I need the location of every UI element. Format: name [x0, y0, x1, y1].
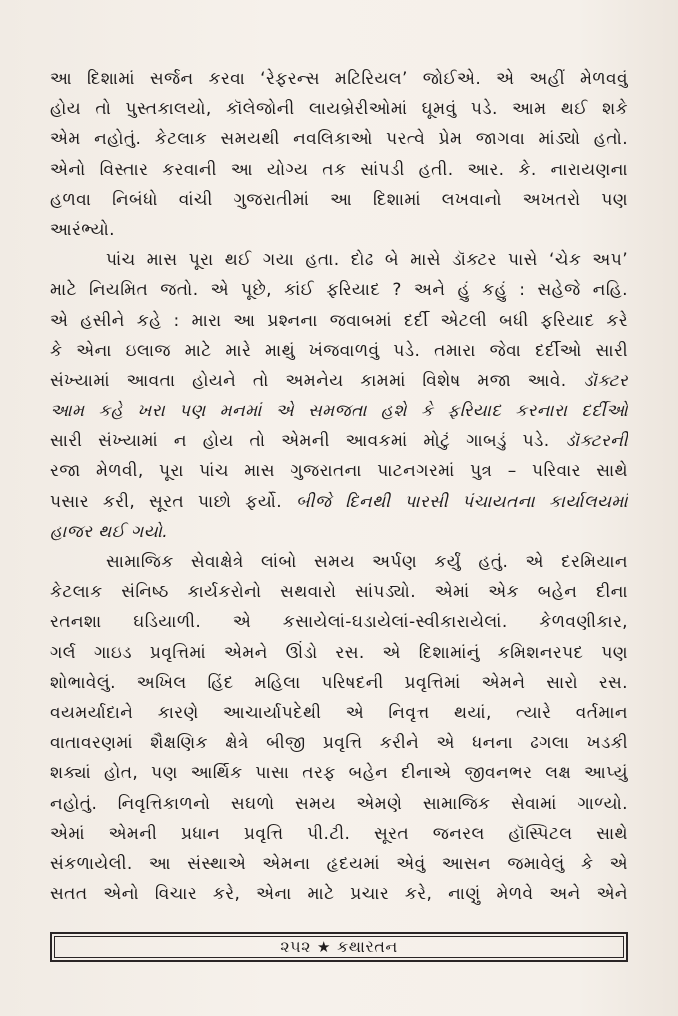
- text-line: હળવા નિબંધો વાંચી ગુજરાતીમાં આ દિશામાં લખવાનો અખતરો પણ: [50, 189, 628, 210]
- text-line: કે એના ઇલાજ માટે મારે માથું ખંજવાળવું પડે. તમારા જેવા દર્દીઓ સારી: [50, 340, 628, 361]
- text-line: એમ નહોતું. કેટલાક સમયથી નવલિકાઓ પરત્વે પ્રેમ જાગવા માંડ્યો હતો.: [50, 129, 628, 150]
- text-line: [50, 426, 628, 456]
- text-line: ગર્લ ગાઇડ પ્રવૃત્તિમાં એમને ઊંડો રસ. એ દિશામાંનું કમિશનરપદ પણ: [50, 642, 628, 663]
- text-line: વયમર્યાદાને કારણે આચાર્યાપદેથી એ નિવૃત્ત થયાં, ત્યારે વર્તમાન: [50, 702, 628, 723]
- text-segment-italic: બીજે દિનથી પારસી પંચાયતના કાર્યાલયમાં: [295, 491, 628, 512]
- book-title: કથારતન: [336, 937, 398, 956]
- text-segment: સંખ્યામાં આવતા હોયને તો અમનેય કામમાં વિશેષ મજા આવે.: [50, 370, 584, 391]
- text-line: સંકળાયેલી. આ સંસ્થાએ એમના હૃદયમાં એવું આસન જમાવેલું કે એ: [50, 853, 628, 874]
- text-segment-italic: ડૉક્ટરની: [565, 431, 628, 452]
- text-line: હાજર થઈ ગયો.: [50, 521, 169, 542]
- text-line: રતનશા ઘડિયાળી. એ કસાયેલાં-ઘડાયેલાં-સ્વીકારાયેલાં. કેળવણીકાર,: [50, 612, 628, 633]
- text-line: આરંભ્યો.: [50, 219, 115, 240]
- text-line: એનો વિસ્તાર કરવાની આ યોગ્ય તક સાંપડી હતી. આર. કે. નારાયણના: [50, 159, 628, 180]
- text-line: સામાજિક સેવાક્ષેત્રે લાંબો સમય અર્પણ કર્યું હતું. એ દરમિયાન: [106, 552, 628, 572]
- text-line: આમ કહે ખરા પણ મનમાં એ સમજતા હશે કે ફરિયાદ કરનારા દર્દીઓ: [50, 401, 628, 422]
- text-line: પાંચ માસ પૂરા થઈ ગયા હતા. દોઢ બે માસે ડૉક્ટર પાસે ‘ચેક અપ’: [106, 250, 628, 271]
- body-text: [50, 64, 628, 909]
- text-line: વાતાવરણમાં શૈક્ષણિક ક્ષેત્રે બીજી પ્રવૃત્તિ કરીને એ ધનના ઢગલા ખડકી: [50, 733, 628, 754]
- page-number: ૨૫૨: [280, 937, 312, 956]
- text-line: કેટલાક સંનિષ્ઠ કાર્યકરોનો સથવારો સાંપડ્યો. એમાં એક બહેન દીના: [50, 582, 628, 603]
- text-line: [50, 487, 628, 517]
- text-line: સતત એનો વિચાર કરે, એના માટે પ્રચાર કરે, નાણું મેળવે અને એને: [50, 884, 628, 905]
- text-segment: પસાર કરી, સૂરત પાછો ફર્યો.: [50, 491, 296, 512]
- text-line: રજા મેળવી, પૂરા પાંચ માસ ગુજરાતના પાટનગરમાં પુત્ર – પરિવાર સાથે: [50, 461, 628, 482]
- text-line: હોય તો પુસ્તકાલયો, કૉલેજોની લાયબ્રેરીઓમાં ઘૂમવું પડે. આમ થઈ શકે: [50, 99, 628, 120]
- page-footer: [50, 932, 628, 962]
- star-icon: ★: [317, 938, 331, 956]
- text-segment: સારી સંખ્યામાં ન હોય તો એમની આવકમાં મોટું ગાબડું પડે.: [50, 431, 566, 452]
- text-line: નહોતું. નિવૃત્તિકાળનો સઘળો સમય એમણે સામાજિક સેવામાં ગાળ્યો.: [50, 793, 628, 814]
- text-line: [50, 366, 628, 396]
- text-line: શક્યાં હોત, પણ આર્થિક પાસા તરફ બહેન દીનાએ જીવનભર લક્ષ આપ્યું: [50, 763, 628, 784]
- text-segment-italic: ડૉક્ટર: [583, 370, 628, 391]
- text-line: આ દિશામાં સર્જન કરવા ‘રેફરન્સ મટિરિયલ’ જોઈએ. એ અહીં મેળવવું: [50, 69, 628, 89]
- text-line: એમાં એમની પ્રધાન પ્રવૃત્તિ પી.ટી. સૂરત જનરલ હૉસ્પિટલ સાથે: [50, 823, 628, 844]
- text-line: શોભાવેલું. અખિલ હિંદ મહિલા પરિષદની પ્રવૃત્તિમાં એમને સારો રસ.: [50, 672, 628, 693]
- text-line: એ હસીને કહે : મારા આ પ્રશ્નના જવાબમાં દર્દી એટલી બધી ફરિયાદ કરે: [50, 310, 628, 331]
- text-line: માટે નિયમિત જતો. એ પૂછે, કાંઈ ફરિયાદ ? અને હું કહું : સહેજે નહિ.: [50, 280, 628, 301]
